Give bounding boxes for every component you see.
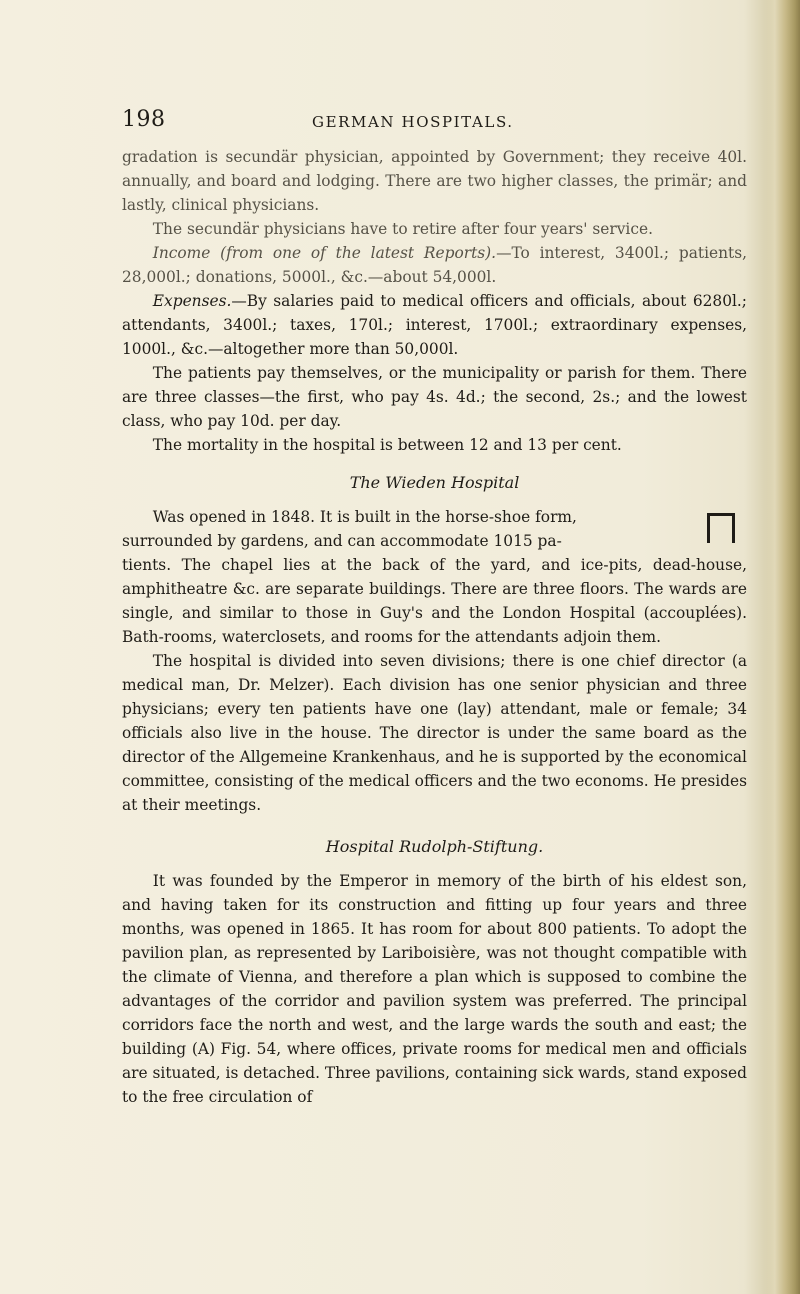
expenses-label: Expenses.: [152, 292, 232, 310]
paragraph-mortality: The mortality in the hospital is between 12 and 13 per cent.: [152, 436, 622, 454]
paragraph-patients-pay: The patients pay themselves, or the municipality or parish for them. There are three classes—the first, who pay 4s. 4d.; the second, 2s.; and the lowest class, who pay 10d. per day.: [122, 364, 747, 430]
page-body: [122, 145, 747, 1109]
income-text: —To interest, 3400l.; patients, 28,000l.; donations, 5000l., &c.—about 54,000l.: [122, 244, 747, 286]
paragraph-gradation: gradation is secundär physician, appointed by Government; they receive 40l. annually, and board and lodging. There are two higher classes, the primär; and lastly, clinical physicians.: [122, 148, 747, 214]
page-number: 198: [122, 107, 166, 132]
rudolph-paragraph: It was founded by the Emperor in memory of the birth of his eldest son, and having taken for its construction and fitting up four years and three months, was opened in 1865. It has room for about 800 patients. To adopt the pavilion plan, as represented by Lariboisière, was not thought compatible with the climate of Vienna, and therefore a plan which is supposed to combine the advantages of the corridor and pavilion system was preferred. The principal corridors face the north and west, and the large wards the south and east; the building (A) Fig. 54, where offices, private rooms for medical men and officials are situated, is detached. Three pavilions, containing sick wards, stand exposed to the free circulation of: [122, 872, 748, 1106]
wieden-paragraph-rest: tients. The chapel lies at the back of the yard, and ice-pits, dead-house, amphitheatre &c. are separate buildings. There are three floors. The wards are single, and similar to those in Guy's and the London Hospital (accouplées). Bath-rooms, waterclosets, and rooms for the attendants adjoin them.: [122, 556, 747, 646]
paragraph-income: [122, 241, 747, 289]
paragraph-expenses: [122, 289, 747, 361]
wieden-heading: The Wieden Hospital: [349, 473, 520, 492]
rudolph-heading: Hospital Rudolph-Stiftung.: [325, 837, 544, 856]
wieden-line-2: surrounded by gardens, and can accommodate 1015 pa-: [122, 532, 562, 550]
wieden-line-1: Was opened in 1848. It is built in the horse-shoe form,: [152, 508, 577, 526]
horseshoe-plan-icon: [707, 513, 735, 543]
income-label: Income (from one of the latest Reports).: [152, 244, 497, 262]
page-header: [122, 107, 740, 135]
expenses-text: —By salaries paid to medical officers and officials, about 6280l.; attendants, 3400l.; taxes, 170l.; interest, 1700l.; extraordinary expenses, 1000l., &c.—altogether more than 50,000l.: [122, 292, 747, 358]
wieden-opening: [122, 505, 747, 649]
wieden-paragraph-divisions: The hospital is divided into seven divisions; there is one chief director (a medical man, Dr. Melzer). Each division has one senior physician and three physicians; every ten patients have one (lay) attendant, male or female; 34 officials also live in the house. The director is under the same board as the director of the Allgemeine Krankenhaus, and he is supported by the economical committee, consisting of the medical officers and the two economs. He presides at their meetings.: [122, 652, 747, 814]
running-title: GERMAN HOSPITALS.: [312, 113, 514, 131]
page-edge: [764, 0, 800, 1294]
paragraph-secundar: The secundär physicians have to retire after four years' service.: [152, 220, 653, 238]
